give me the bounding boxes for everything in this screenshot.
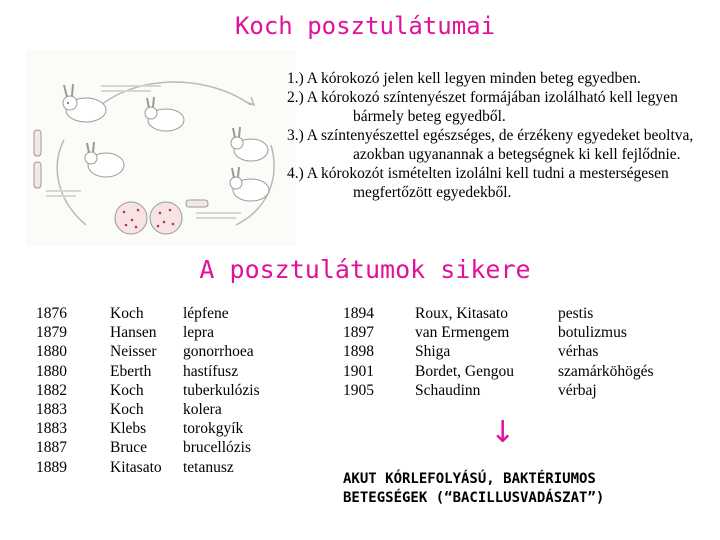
list-item: botulizmus: [558, 324, 627, 342]
list-item: Hansen: [110, 324, 157, 342]
list-item: Shiga: [415, 343, 451, 361]
page-title: Koch posztulátumai: [234, 12, 496, 40]
list-item: Bruce: [110, 439, 148, 457]
list-item: Roux, Kitasato: [415, 305, 508, 322]
postulate-1: 1.) A kórokozó jelen kell legyen minden beteg egyedben.: [287, 70, 641, 87]
postulates-list: [287, 69, 717, 202]
list-item: szamárköhögés: [558, 362, 654, 380]
right-years-column: [343, 304, 374, 400]
list-item: 1876: [36, 305, 67, 322]
list-item: gonorrhoea: [183, 343, 254, 361]
postulate-2: 2.) A kórokozó színtenyészet formájában izolálható kell legyen bármely beteg egyedből.: [287, 89, 678, 125]
list-item: 1880: [36, 343, 67, 361]
list-item: lepra: [183, 324, 214, 342]
list-item: 1889: [36, 458, 67, 476]
list-item: 1879: [36, 324, 67, 342]
list-item: pestis: [558, 305, 594, 322]
left-names-column: [110, 304, 162, 477]
list-item: kolera: [183, 401, 222, 419]
list-item: van Ermengem: [415, 324, 510, 342]
koch-cycle-illustration: [26, 50, 296, 246]
list-item: 1898: [343, 343, 374, 361]
list-item: 1897: [343, 324, 374, 342]
list-item: brucellózis: [183, 439, 252, 457]
postulate-3: 3.) A színtenyészettel egészséges, de érzékeny egyedeket beoltva, azokban ugyanannak a betegségnek ki kell fejlődnie.: [287, 127, 694, 163]
postulate-4: 4.) A kórokozót ismételten izolálni kell tudni a mesterségesen megfertőzött egyedekből.: [287, 165, 669, 201]
down-arrow-icon: ↓: [490, 415, 516, 450]
list-item: Eberth: [110, 362, 152, 380]
list-item: lépfene: [183, 305, 229, 322]
list-item: Kitasato: [110, 458, 162, 476]
list-item: Koch: [110, 401, 144, 419]
note-line: AKUT KÓRLEFOLYÁSÚ, BAKTÉRIUMOS: [343, 471, 596, 487]
section-subtitle: A posztulátumok sikere: [199, 255, 531, 284]
right-names-column: [415, 304, 514, 400]
list-item: 1901: [343, 362, 374, 380]
left-years-column: [36, 304, 67, 477]
list-item: Klebs: [110, 420, 147, 438]
list-item: 1905: [343, 381, 374, 399]
list-item: Schaudinn: [415, 381, 481, 399]
left-diseases-column: [183, 304, 260, 477]
list-item: Koch: [110, 381, 144, 399]
list-item: tetanusz: [183, 458, 234, 476]
list-item: 1894: [343, 305, 374, 322]
list-item: 1887: [36, 439, 67, 457]
list-item: hastífusz: [183, 362, 239, 380]
list-item: 1882: [36, 381, 67, 399]
list-item: tuberkulózis: [183, 381, 260, 399]
list-item: 1880: [36, 362, 67, 380]
list-item: Bordet, Gengou: [415, 362, 515, 380]
note-line: BETEGSÉGEK (“BACILLUSVADÁSZAT”): [343, 490, 605, 506]
right-diseases-column: [558, 304, 654, 400]
list-item: vérbaj: [558, 381, 597, 399]
list-item: 1883: [36, 401, 67, 419]
list-item: Neisser: [110, 343, 157, 361]
list-item: Koch: [110, 305, 144, 322]
list-item: 1883: [36, 420, 67, 438]
list-item: vérhas: [558, 343, 599, 361]
list-item: torokgyík: [183, 420, 244, 438]
conclusion-note: [343, 470, 713, 508]
